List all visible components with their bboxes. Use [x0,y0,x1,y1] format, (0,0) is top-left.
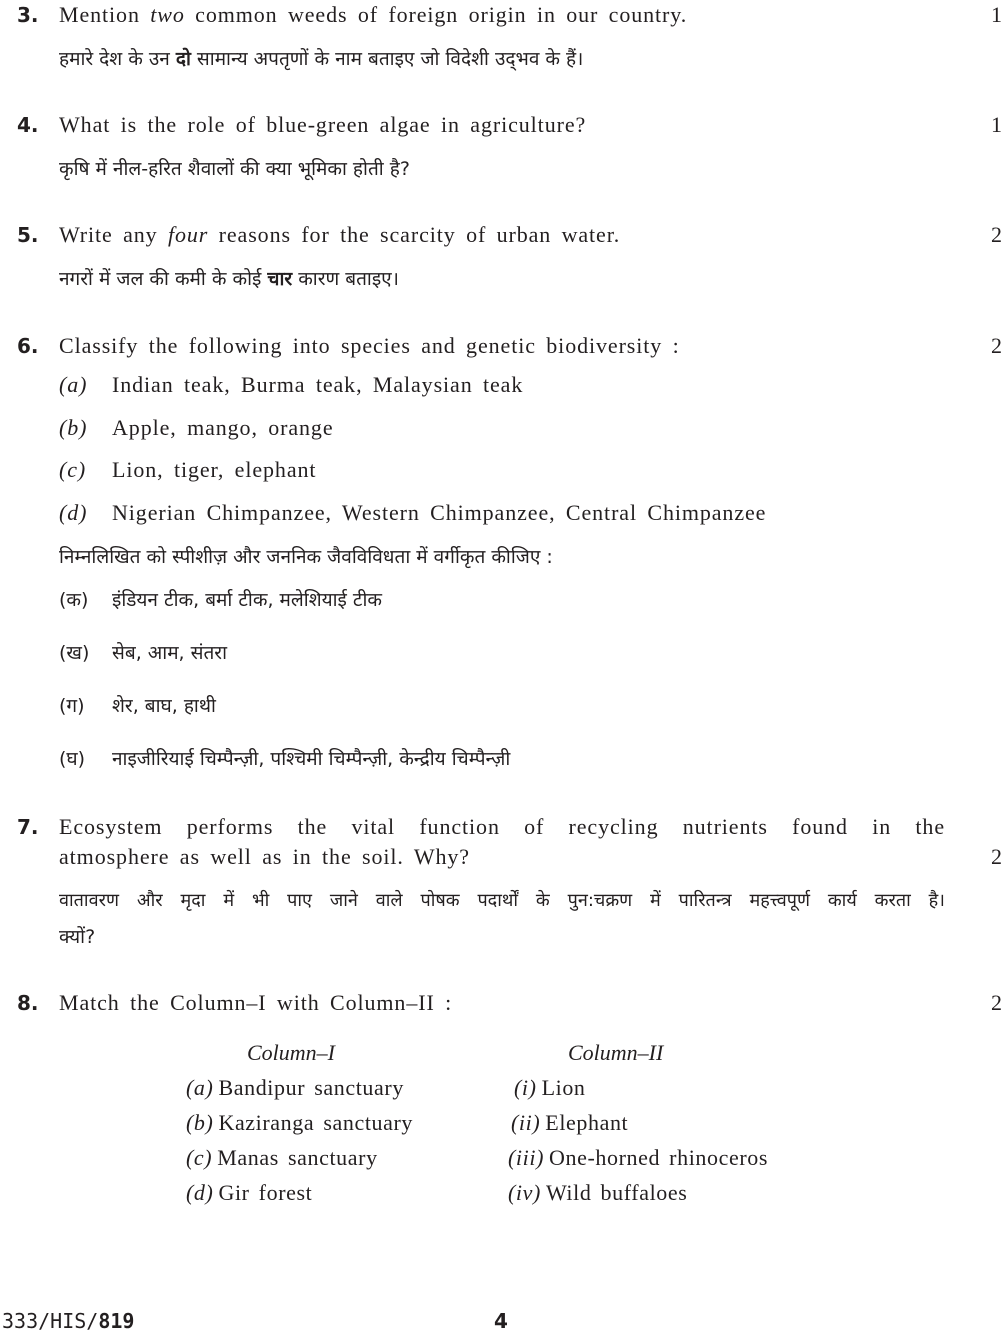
question-7-english-line2: atmosphere as well as in the soil. Why? [59,844,470,869]
question-number: 4. [17,113,39,137]
column-2-item [514,1077,586,1099]
item-label: (ii) [511,1110,541,1135]
question-7-hindi-line2: क्यों? [59,926,96,948]
hindi-option-ga [59,697,216,716]
option-text: Nigerian Chimpanzee, Western Chimpanzee, Central Chimpanzee [112,500,767,525]
item-text: Bandipur sanctuary [218,1075,404,1100]
q5-en-post: reasons for the scarcity of urban water. [208,222,621,247]
column-2-item [508,1182,687,1204]
hindi-option-kha [59,644,227,663]
column-1-item [186,1112,413,1134]
option-b [59,417,334,439]
column-1-item [186,1077,404,1099]
q5-en-emphasis: four [167,222,209,247]
q3-en-pre: Mention [59,2,151,27]
paper-code-prefix: 333/HIS/ [2,1309,99,1333]
item-text: One-horned rhinoceros [549,1145,769,1170]
q3-hi-bold: दो [175,48,191,70]
q5-hi-post: कारण बताइए। [292,268,399,290]
item-label: (d) [186,1180,214,1205]
question-6-english: Classify the following into species and genetic biodiversity : [59,333,680,358]
option-label: (d) [59,500,88,525]
item-label: (iv) [508,1180,541,1205]
question-6-marks: 2 [991,333,1002,358]
question-3-english [59,4,687,26]
column-2-item [508,1147,768,1169]
question-6-hindi: निम्नलिखित को स्पीशीज़ और जननिक जैवविविधता में वर्गीकृत कीजिए : [59,546,553,568]
question-8-english: Match the Column–I with Column–II : [59,990,453,1015]
option-label: (घ) [59,748,86,770]
option-c [59,459,316,481]
question-4-english: What is the role of blue-green algae in agriculture? [59,112,587,137]
option-label: (क) [59,589,89,611]
question-5-hindi [59,270,399,289]
item-text: Kaziranga sanctuary [218,1110,414,1135]
option-label: (ग) [59,695,85,717]
question-7-hindi-line1: वातावरण और मृदा में भी पाए जाने वाले पोषक पदार्थों के पुन:चक्रण में पारितन्त्र महत्त्वपूर्ण कार्य करता है। [59,890,945,911]
paper-code-number: 819 [98,1309,135,1333]
option-text: सेब, आम, संतरा [112,642,227,664]
hindi-option-ka [59,591,382,610]
question-number: 8. [17,991,39,1015]
question-8-marks: 2 [991,990,1002,1015]
item-text: Wild buffaloes [545,1180,688,1205]
item-text: Elephant [545,1110,629,1135]
question-number: 5. [17,223,39,247]
option-text: Apple, mango, orange [112,415,334,440]
option-d [59,502,766,524]
question-number: 7. [17,815,39,839]
item-text: Manas sanctuary [217,1145,378,1170]
page-number: 4 [494,1309,508,1333]
question-7-english-line1: Ecosystem performs the vital function of recycling nutrients found in the [59,814,945,839]
column-2-heading: Column–II [568,1040,664,1065]
question-4-marks: 1 [991,112,1002,137]
option-a [59,374,523,396]
hindi-option-gha [59,750,510,769]
q3-hi-pre: हमारे देश के उन [59,48,176,70]
item-label: (c) [186,1145,213,1170]
question-number: 3. [17,3,39,27]
option-label: (a) [59,372,88,397]
item-label: (iii) [508,1145,544,1170]
question-3-hindi [59,50,583,69]
paper-code [2,1311,134,1331]
item-text: Gir forest [218,1180,313,1205]
option-text: नाइजीरियाई चिम्पैन्ज़ी, पश्चिमी चिम्पैन्ज़ी, केन्द्रीय चिम्पैन्ज़ी [112,748,511,770]
column-1-item [186,1147,378,1169]
question-4-hindi: कृषि में नील-हरित शैवालों की क्या भूमिका होती है? [59,158,410,180]
q5-en-pre: Write any [59,222,168,247]
question-7-marks: 2 [991,844,1002,869]
item-label: (b) [186,1110,214,1135]
question-3-marks: 1 [991,2,1002,27]
q3-hi-post: सामान्य अपतृणों के नाम बताइए जो विदेशी उद्‌भव के हैं। [190,48,584,70]
question-5-marks: 2 [991,222,1002,247]
question-number: 6. [17,334,39,358]
option-label: (ख) [59,642,90,664]
q5-hi-bold: चार [267,268,293,290]
option-label: (b) [59,415,88,440]
option-label: (c) [59,457,87,482]
option-text: Indian teak, Burma teak, Malaysian teak [112,372,524,397]
option-text: Lion, tiger, elephant [112,457,317,482]
column-1-item [186,1182,312,1204]
column-2-item [511,1112,628,1134]
item-label: (i) [514,1075,537,1100]
option-text: इंडियन टीक, बर्मा टीक, मलेशियाई टीक [112,589,383,611]
q3-en-post: common weeds of foreign origin in our country. [184,2,688,27]
question-5-english [59,224,620,246]
q5-hi-pre: नगरों में जल की कमी के कोई [59,268,268,290]
column-1-heading: Column–I [247,1040,335,1065]
item-text: Lion [541,1075,586,1100]
item-label: (a) [186,1075,214,1100]
q3-en-emphasis: two [150,2,185,27]
option-text: शेर, बाघ, हाथी [112,695,216,717]
